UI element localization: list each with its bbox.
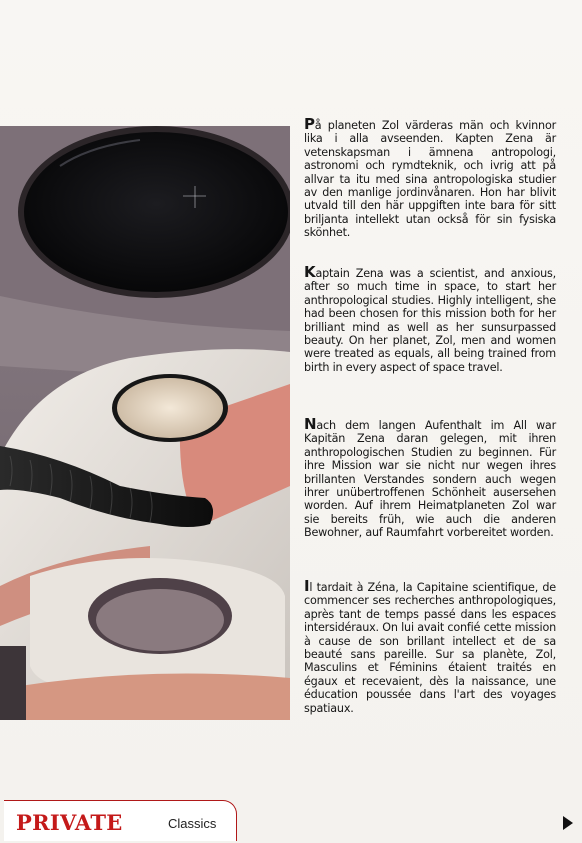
paragraph-text: ach dem langen Aufenthalt im All war Kapitän Zena daran gelegen, mit ihren anthropologischen Studien zu beginnen. Für ihre Mission war sie nicht nur wegen ihres brillanten Verstandes sondern auch wegen ihrer unübertroffenen Schönheit ausersehen worden. Auf ihrem Heimatplaneten Zol war sie bereits früh, wie auch die anderen Bewohner, auf Raumfahrt vorbereitet worden. bbox=[304, 419, 556, 540]
dropcap: P bbox=[304, 115, 315, 133]
dropcap: N bbox=[304, 415, 317, 433]
dropcap: I bbox=[304, 577, 310, 595]
paragraph-swedish bbox=[304, 115, 556, 240]
spaceship-interior-photo bbox=[0, 126, 290, 720]
paragraph-german bbox=[304, 415, 556, 540]
paragraph-english bbox=[304, 263, 556, 374]
dropcap: K bbox=[304, 263, 316, 281]
paragraph-text: å planeten Zol värderas män och kvinnor lika i alla avseenden. Kapten Zena är vetenskapsman i ämnena antropologi, astronomi och rymdteknik, och ivrig att på allvar ta itu med sina antropologiska studier av den manlige jordinvånaren. Hon har blivit utvald till den här uppgiften inte bara för sitt briljanta intellekt utan också för sin fysiska skönhet. bbox=[304, 119, 556, 240]
paragraph-text: l tardait à Zéna, la Capitaine scientifique, de commencer ses recherches anthropologiques, après tant de temps passé dans les espaces intersidéraux. On lui avait confié cette mission à cause de son brillant intellect et de sa beauté sans pareille. Sur sa planète, Zol, Masculins et Féminins étaient traités en égaux et recevaient, dès la naissance, une éducation poussée dans l'art des voyages spatiaux. bbox=[304, 581, 556, 715]
brand-logo-private: PRIVATE bbox=[16, 810, 123, 835]
brand-logo-classics: Classics bbox=[168, 816, 217, 831]
brand-footer bbox=[4, 800, 236, 840]
paragraph-french bbox=[304, 577, 556, 715]
paragraph-text: aptain Zena was a scientist, and anxious, after so much time in space, to start her anthropological studies. Highly intelligent, she had been chosen for this mission both for her brilliant mind as well as her sunsurpassed beauty. On her planet, Zol, men and women were treated as equals, all being trained from birth in every aspect of space travel. bbox=[304, 267, 556, 374]
triangle-right-icon[interactable] bbox=[563, 816, 573, 830]
